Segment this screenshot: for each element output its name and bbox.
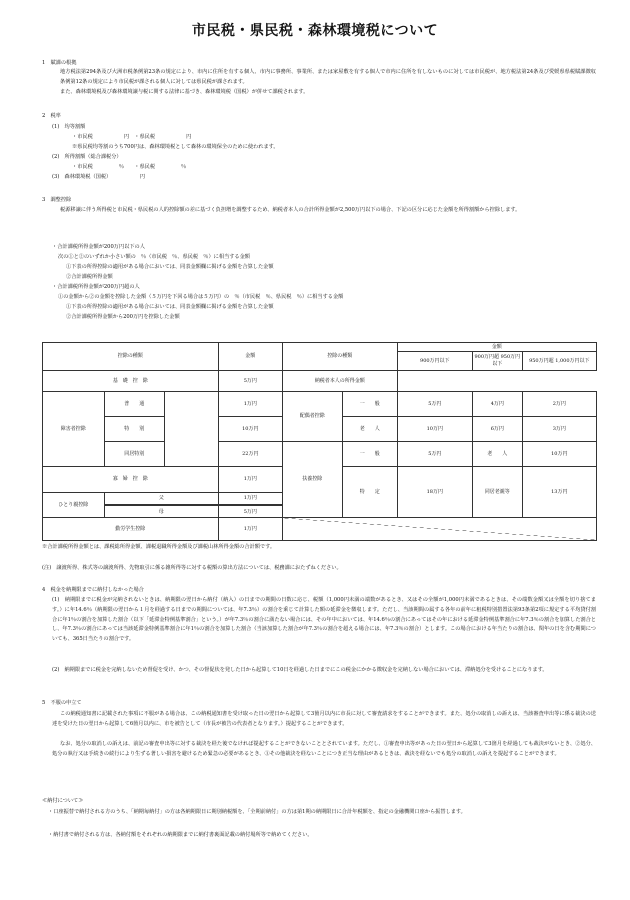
section-1-paragraph-2: また、森林環境税及び森林環境譲与税に関する法律に基づき、森林環境税（国税）が併せて課税されます。 — [60, 89, 309, 95]
rate-income-heading: (2) 所得割額（総合課税分） — [52, 154, 122, 160]
spouse-elderly-amount-1: 10万円 — [397, 416, 473, 442]
single-parent-father-label: 父 — [104, 492, 219, 505]
page-title: 市民税・県民税・森林環境税について — [191, 23, 439, 39]
section-1-heading: 1 賦課の根拠 — [42, 60, 77, 66]
spouse-deduction-label: 配偶者控除 — [282, 391, 343, 442]
transfer-income-note: (注) 譲渡所得、株式等の譲渡所得、先物取引に係る雑所得等に対する税額の算出方法については、税務課におたずねください。 — [42, 565, 342, 571]
section-5-paragraph-2: なお、処分の取消しの訴えは、前記の審査申出等に対する裁決を経た後でなければ提起することができないこととされています。ただし、①審査申出等があった日の翌日から起算して3箇月を経過しても裁決がないとき、②処分、処分の執行又は手続きの続行により生ずる著しい損害を避けるため緊急の必要があるとき、③その他裁決を経ないことにつき正当な理由があるときは、裁決を経ないでも処分の取消しの訴えを提起することができます。 — [52, 741, 596, 757]
header-income-col-2: 900万円超 950万円以下 — [472, 351, 523, 371]
spouse-elderly-amount-2: 6万円 — [472, 416, 523, 442]
section-4-item-1: (1) 納期限までに税金が完納されないときは、納期限の翌日から納付（納入）の日までの期間の日数に応じ、税額（1,000円未満の端数があるとき、又はその全額が1,000円未満であるときは、その端数金額又は全額を切り捨てます。）に年14.6％（納期限の翌日から１月を経過する日までの期間については、年7.3％）の割合を乗じて計算した額の延滞金を徴収します。ただし、当該期間の属する各年の前年に租税特別措置法第93条第2項に規定する平均貸付割合に年1％の割合を加算した割合（以下「延滞金特例基準割合」という。）が年7.3％の割合に満たない場合には、その年中においては、年14.6％の割合にあってはその年における延滞金特例基準割合に年7.3％の割合を加算した割合とし、年7.3％の割合にあっては当該延滞金特例基準割合に年1％の割合を加算した割合（当該加算した割合が年7.3％の割合を超える場合には、年7.3％の割合）とします。この場合における年当たりの割合は、閏年の日を含む期間についても、365日当たりの割合です。 — [52, 597, 596, 643]
rate-equal-note: ※県民税均等割のうち700円は、森林環境税として森林の環境保全のために使われます。 — [72, 144, 279, 150]
disability-normal-amount: 1万円 — [218, 391, 283, 417]
section-4-heading: 4 税金を納期限までに納付しなかった場合 — [42, 587, 144, 593]
payment-note-2: ・納付書で納付される方は、各納付額をそれぞれの納期限までに納付書裏面記載の納付場所等で納めてください。 — [48, 832, 313, 838]
dependent-general-label: 一 般 — [342, 441, 398, 467]
widow-deduction-amount: 1万円 — [218, 466, 283, 493]
section-5-heading: 5 不服の申立て — [42, 700, 82, 706]
dependent-general-amount: 5万円 — [397, 441, 473, 467]
disability-cohabiting-label: 同居特別 — [104, 441, 165, 467]
single-parent-father-amount: 1万円 — [218, 492, 283, 505]
payment-note-1: ・口座振替で納付される方のうち、「納期毎納付」の方は各納期限日に期別納税額を、「全期前納付」の方は第1期の納期限日に合計年税額を、指定の金融機関口座から振替します。 — [48, 809, 466, 815]
dependent-specific-label: 特 定 — [342, 466, 398, 518]
header-income-col-1: 900万円以下 — [397, 351, 473, 371]
single-parent-deduction-label: ひとり親控除 — [42, 492, 105, 518]
spouse-general-amount-1: 5万円 — [397, 391, 473, 417]
working-student-deduction-amount: 1万円 — [218, 517, 283, 541]
income-label: 納税者本人の所得金額 — [282, 370, 398, 392]
dependent-elderly-label: 老 人 — [472, 441, 523, 467]
spouse-elderly-label: 老 人 — [342, 416, 398, 442]
rate-income-values: ・市民税 ％ ・県民税 ％ — [72, 164, 187, 170]
section-5-paragraph-1: この納税通知書に記載された事項に不服がある場合は、この納税通知書を受け取った日の翌日から起算して3箇月以内に市長に対して審査請求をすることができます。また、処分の取消しの訴えは、当該審査申出等に係る裁決の送達を受けた日の翌日から起算して6箇月以内に、市を被告として（市長が被告の代表者となります。）提起することができます。 — [52, 711, 596, 727]
single-parent-mother-amount: 5万円 — [218, 505, 283, 518]
disability-cohabiting-amount: 22万円 — [218, 441, 283, 467]
disability-deduction-label: 障害者控除 — [42, 391, 105, 467]
adjust-over-200: ・合計課税所得金額が200万円超の人 — [52, 284, 140, 290]
adjust-under-200: ・合計課税所得金額が200万円以下の人 — [52, 244, 145, 250]
widow-deduction-label: 寡 婦 控 除 — [42, 466, 219, 493]
working-student-deduction-label: 勤労学生控除 — [42, 517, 219, 541]
rate-equal-values: ・市民税 円 ・県民税 円 — [72, 134, 192, 140]
adjust-under-200-rule: 次の①と②のいずれか小さい額の ％（市民税 ％、県民税 ％）に相当する金額 — [58, 254, 250, 260]
single-parent-mother-label: 母 — [104, 505, 219, 518]
table-note: ※合計課税所得金額とは、課税総所得金額、課税退職所得金額及び課税山林所得金額の合計額です。 — [42, 544, 276, 550]
header-amount: 金額 — [218, 342, 283, 371]
dependent-cohabiting-parent-amount: 13万円 — [522, 466, 597, 518]
rate-equal-heading: (1) 均等割額 — [52, 124, 86, 130]
dependent-elderly-amount: 10万円 — [522, 441, 597, 467]
dependent-deduction-label: 扶養控除 — [282, 441, 343, 518]
rate-forest-tax: (3) 森林環境税（国税） 円 — [52, 174, 145, 180]
adjust-under-200-item-1: ①下表の所得控除の適用がある場合においては、同表金額欄に掲げる金額を合算した金額 — [66, 264, 274, 270]
dependent-cohabiting-parent-label: 同居老親等 — [472, 466, 523, 518]
disability-special-amount: 10万円 — [218, 416, 283, 442]
basic-deduction-label: 基 礎 控 除 — [42, 370, 219, 392]
section-4-item-2: (2) 納期限までに税金を完納しないため督促を受け、かつ、その督促状を発した日から起算して10日を経過した日までにこの税金にかかる徴収金を完納しない場合においては、滞納処分を受けることになります。 — [52, 667, 548, 673]
section-2-heading: 2 税率 — [42, 113, 61, 119]
disability-normal-label: 普 通 — [104, 391, 165, 417]
section-3-paragraph: 税源移譲に伴う所得税と市民税・県民税の人的控除額の差に基づく負担増を調整するため、納税者本人の合計所得金額が2,500万円以下の場合、下記の区分に応じた金額を所得割額から控除します。 — [60, 207, 521, 213]
adjust-over-200-item-2: ②合計課税所得金額から200万円を控除した金額 — [66, 314, 180, 320]
deduction-table-body — [42, 342, 596, 540]
basic-deduction-amount: 5万円 — [218, 370, 283, 392]
spouse-general-label: 一 般 — [342, 391, 398, 417]
section-1-paragraph: 地方税法第294条及び大洲市税条例第23条の規定により、市内に住所を有する個人、市内に事務所、事業所、または家屋敷を有する個人で市内に住所を有しないものに対しては市民税が、地方税法第24条及び愛媛県県税賦課徴収条例第12条の規定により市民税が課される個人に対しては県民税が課されます。 — [60, 69, 596, 85]
adjust-over-200-item-1: ①下表の所得控除の適用がある場合においては、同表金額欄に掲げる金額を合算した金額 — [66, 304, 274, 310]
adjust-under-200-item-2: ②合計課税所得金額 — [66, 274, 113, 280]
disability-special-label: 特 別 — [104, 416, 165, 442]
header-deduction-type: 控除の種類 — [42, 342, 219, 371]
header-deduction-type-2: 控除の種類 — [282, 342, 398, 371]
empty-diagonal-cell — [282, 517, 597, 541]
spouse-general-amount-3: 2万円 — [522, 391, 597, 417]
spouse-general-amount-2: 4万円 — [472, 391, 523, 417]
spouse-elderly-amount-3: 3万円 — [522, 416, 597, 442]
header-income-col-3: 950万円超 1,000万円以下 — [522, 351, 597, 371]
section-3-heading: 3 調整控除 — [42, 197, 72, 203]
header-amount-2: 金額 — [397, 342, 597, 352]
dependent-specific-amount: 18万円 — [397, 466, 473, 518]
adjust-over-200-rule: ①の金額から②の金額を控除した金額（５万円を下回る場合は５万円）の ％（市民税 ％、県民税 ％）に相当する金額 — [58, 294, 344, 300]
payment-heading: ≪納付について≫ — [42, 798, 84, 804]
